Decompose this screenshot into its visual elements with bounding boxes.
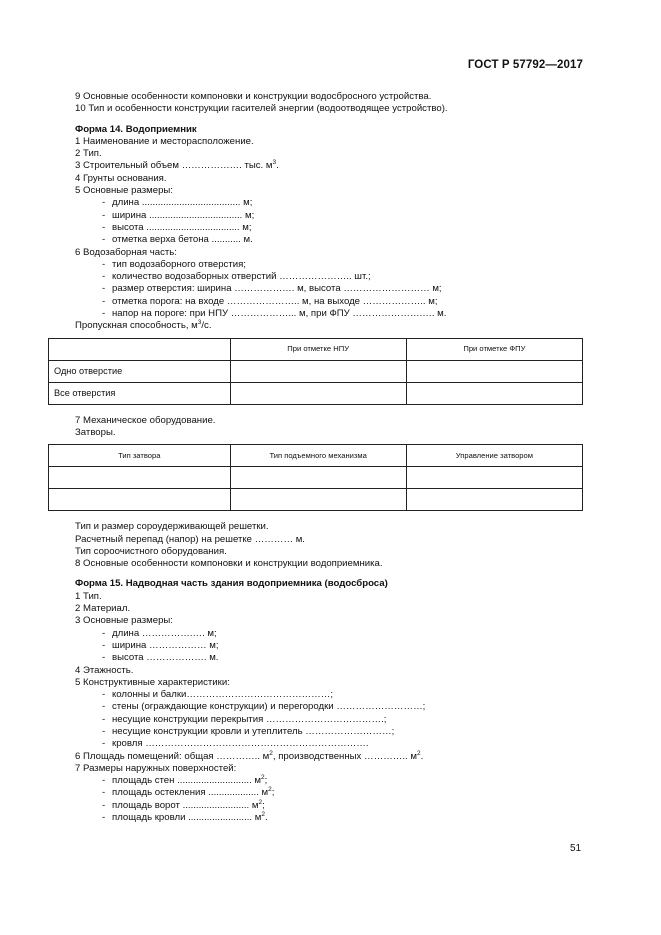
form14-item-8: 8 Основные особенности компоновки и конструкции водоприемника. (75, 558, 383, 570)
form14-heading: Форма 14. Водоприемник (75, 123, 197, 135)
form15-item-2: 2 Материал. (75, 603, 131, 615)
table-header-cell: Управление затвором (406, 445, 582, 467)
intro-item-10: 10 Тип и особенности конструкции гасителей энергии (водоотводящее устройство). (75, 103, 448, 115)
table-cell: Все отверстия (49, 382, 231, 404)
form14-item-6: 6 Водозаборная часть: (75, 246, 177, 258)
table-cell (49, 489, 231, 511)
capacity-table (48, 338, 583, 405)
intake-size: - размер отверстия: ширина ………………. м, высота ……………………… м; (102, 283, 442, 295)
table-cell (230, 467, 406, 489)
surface-walls: - площадь стен ............................ $м^2$; (102, 774, 268, 787)
table-header-row (49, 338, 583, 360)
form15-dim-height: - высота ………………. м. (102, 652, 219, 664)
table-header-cell (49, 338, 231, 360)
page-content (54, 91, 583, 824)
document-header: ГОСТ Р 57792—2017 (467, 59, 583, 71)
form14-item-5: 5 Основные размеры: (75, 185, 173, 197)
table-cell: Одно отверстие (49, 360, 231, 382)
intake-count: - количество водозаборных отверстий ………………….. шт.; (102, 271, 371, 283)
gates-table (48, 444, 583, 511)
capacity-label: Пропускная способность, $м^3/с$. (75, 319, 212, 332)
table-cell (230, 360, 406, 382)
table-header-cell: При отметке ФПУ (406, 338, 582, 360)
table-row (49, 382, 583, 404)
structural-roof-insulation: - несущие конструкции кровли и утеплитель ………………………; (102, 725, 395, 737)
form14-dim-width: - ширина ................................... м; (102, 209, 255, 221)
gates-label: Затворы. (75, 426, 116, 438)
form15-item-7: 7 Размеры наружных поверхностей: (75, 762, 237, 774)
intake-type: - тип водозаборного отверстия; (102, 258, 246, 270)
table-header-cell: Тип подъемного механизма (230, 445, 406, 467)
form15-item-6: 6 Площадь помещений: общая ………….. $м^2$, производственных ………….. $м^2$. (75, 749, 424, 762)
form14-dim-height: - высота ................................... м; (102, 221, 252, 233)
form14-item-4: 4 Грунты основания. (75, 172, 167, 184)
table-row (49, 489, 583, 511)
intake-sill-level: - отметка порога: на входе ………………….. м, на выходе ……………….. м; (102, 295, 438, 307)
table-header-row (49, 445, 583, 467)
intake-sill-head: - напор на пороге: при НПУ ………………... м, при ФПУ ………………….…. м. (102, 308, 447, 320)
structural-roofing: - кровля ……………………………………………………………. (102, 738, 369, 750)
table-row (49, 467, 583, 489)
table-cell (406, 467, 582, 489)
form15-item-4: 4 Этажность. (75, 664, 134, 676)
structural-floors: - несущие конструкции перекрытия ……………………………….; (102, 713, 387, 725)
trash-cleaning-type: Тип сороочистного оборудования. (75, 545, 227, 557)
form15-dim-length: - длина …………….…. м; (102, 627, 217, 639)
form14-item-2: 2 Тип. (75, 148, 102, 160)
surface-glazing: - площадь остекления ................... $м^2$; (102, 786, 275, 799)
table-row (49, 360, 583, 382)
form14-item-3: 3 Строительный объем ………………. тыс. $м^3$. (75, 159, 279, 172)
structural-walls: - стены (ограждающие конструкции) и перегородки ………………………; (102, 701, 426, 713)
form15-heading: Форма 15. Надводная часть здания водоприемника (водосброса) (75, 578, 388, 590)
table-cell (406, 360, 582, 382)
form15-item-3: 3 Основные размеры: (75, 615, 173, 627)
form14-item-7: 7 Механическое оборудование. (75, 414, 216, 426)
form14-item-1: 1 Наименование и месторасположение. (75, 135, 254, 147)
form14-dim-length: - длина ..................................... м; (102, 197, 253, 209)
surface-gates: - площадь ворот ......................... $м^2$; (102, 798, 265, 811)
structural-columns: - колонны и балки………………………………………; (102, 689, 333, 701)
surface-roof: - площадь кровли ........................ $м^2$. (102, 811, 268, 824)
table-cell (230, 489, 406, 511)
intro-item-9: 9 Основные особенности компоновки и конструкции водосбросного устройства. (75, 91, 432, 102)
form15-item-5: 5 Конструктивные характеристики: (75, 676, 230, 688)
form14-dim-concrete-top: - отметка верха бетона ........... м. (102, 234, 253, 246)
table-cell (49, 467, 231, 489)
table-cell (406, 489, 582, 511)
page-number: 51 (570, 843, 582, 854)
table-cell (230, 382, 406, 404)
table-header-cell: Тип затвора (49, 445, 231, 467)
form15-dim-width: - ширина ……………… м; (102, 639, 219, 651)
table-header-cell: При отметке НПУ (230, 338, 406, 360)
table-cell (406, 382, 582, 404)
trash-rack-head: Расчетный перепад (напор) на решетке ………… м. (75, 533, 305, 545)
form15-item-1: 1 Тип. (75, 590, 102, 602)
trash-rack-type: Тип и размер сороудерживающей решетки. (75, 521, 269, 533)
